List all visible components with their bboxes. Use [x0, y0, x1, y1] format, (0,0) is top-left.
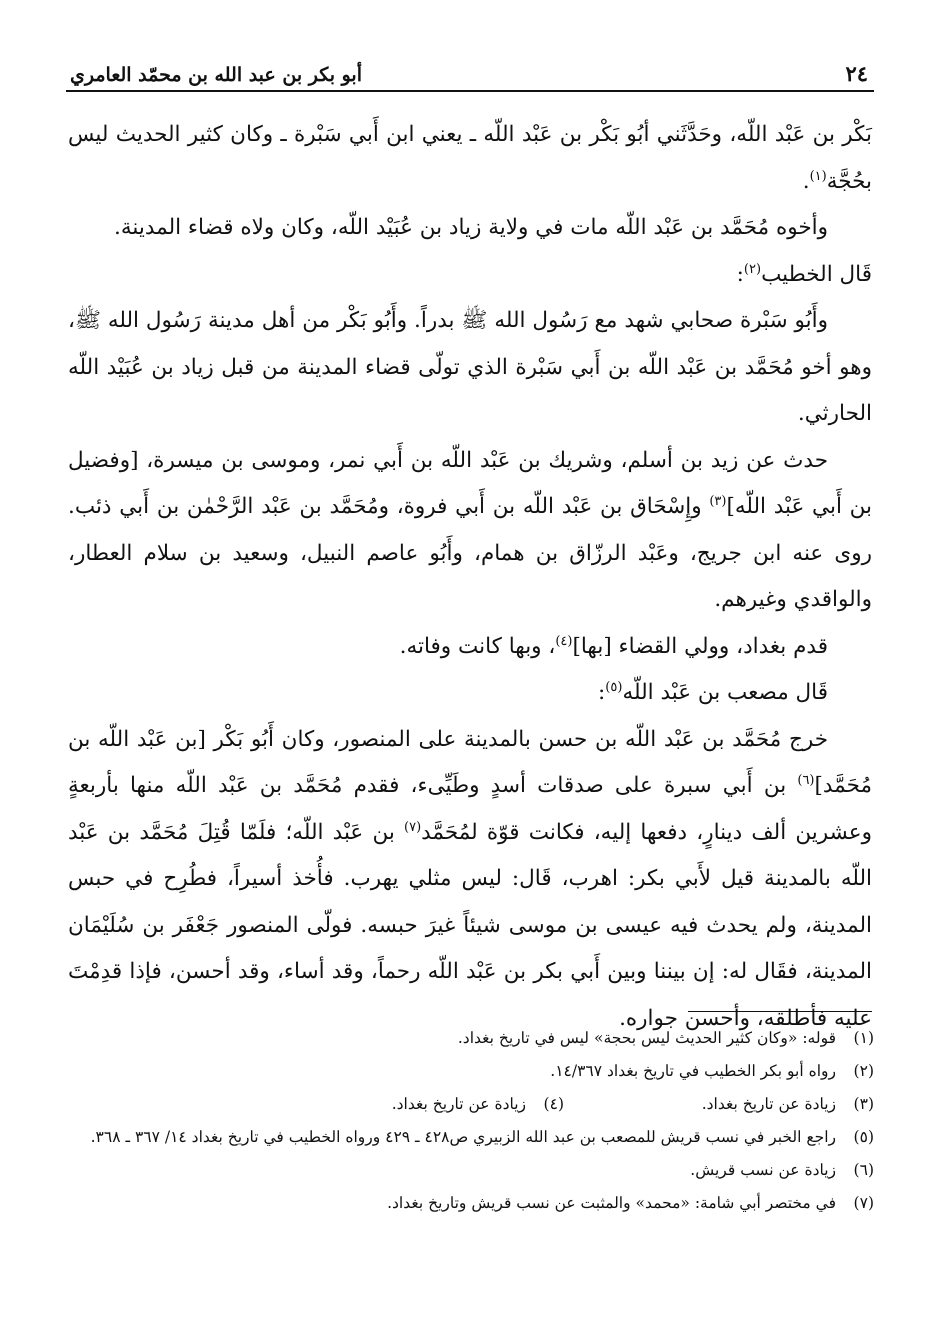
- paragraph-text: خرج مُحَمَّد بن عَبْد اللّه بن حسن بالمدينة على المنصور، وكان أَبُو بَكْر [بن عَبْد اللّه بن مُحَمَّد]: [68, 726, 872, 798]
- paragraph-1: [68, 112, 872, 205]
- paragraph-text: حدث عن زيد بن أسلم، وشريك بن عَبْد اللّه بن أَبي نمر، وموسى بن ميسرة، [وفضيل بن أَبي عَبْد اللّه]: [68, 447, 873, 519]
- footnote-ref: (٥): [605, 679, 623, 695]
- paragraph-text: قَال الخطيب: [761, 261, 872, 287]
- footnote-ref: (٣): [709, 493, 727, 509]
- footnote-ref: (٦): [797, 772, 815, 788]
- footnote-ref: (٧): [404, 819, 422, 835]
- footnote-ref: (٢): [743, 261, 762, 277]
- footnote-5: [66, 1121, 874, 1154]
- footnote-number: (٧): [853, 1194, 874, 1212]
- paragraph-text: بن عَبْد اللّه؛ فلَمّا قُتِلَ مُحَمَّد بن عَبْد اللّه بالمدينة قيل لأَبي بكر: اهرب، قَال: ليس مثلي يهرب. فأُخذ أسيراً، فطُرِح في حبس المدينة، ولم يحدث فيه عيسى بن موسى شيئاً غيرَ حبسه. فولّى المنصور جَعْفَر بن سُلَيْمَان المدينة، فقَال له: إن بيننا وبين أَبي بكر بن عَبْد اللّه رحماً، وقد أساء، وقد أحسن، فإذا قدِمْتَ عليه فأطلقه، وأحسن جواره.: [68, 819, 872, 1031]
- paragraph-text: قَال مصعب بن عَبْد اللّه: [622, 680, 828, 705]
- footnote-row-3-4: [66, 1088, 874, 1121]
- paragraph-7: [68, 670, 872, 717]
- paragraph-text: ، وبها كانت وفاته.: [399, 633, 556, 659]
- header-rule: [66, 90, 874, 92]
- footnote-3: [564, 1088, 874, 1121]
- footnote-ref: (١): [809, 168, 827, 184]
- paragraph-5: [68, 438, 872, 624]
- footnote-7: [66, 1187, 874, 1220]
- footnote-4: [392, 1088, 564, 1121]
- footnote-text: رواه أبو بكر الخطيب في تاريخ بغداد ١٤/٣٦٧.: [550, 1062, 836, 1080]
- paragraph-8: [68, 717, 872, 1043]
- paragraph-6: [68, 624, 872, 671]
- footnote-text: زيادة عن نسب قريش.: [690, 1161, 836, 1179]
- footnote-1: [66, 1022, 874, 1055]
- paragraph-2: وأخوه مُحَمَّد بن عَبْد اللّه مات في ولاية زياد بن عُبَيْد اللّه، وكان ولاه قضاء المدينة.: [114, 215, 828, 240]
- footnote-6: [66, 1154, 874, 1187]
- main-text: [68, 112, 872, 1042]
- page-header: [70, 44, 868, 86]
- footnote-text: زيادة عن تاريخ بغداد.: [701, 1095, 836, 1113]
- paragraph-text: :: [598, 680, 606, 705]
- footnote-ref: (٤): [555, 633, 573, 649]
- footnote-number: (١): [853, 1029, 874, 1047]
- footnote-text: راجع الخبر في نسب قريش للمصعب بن عبد الله الزبيري ص٤٢٨ ـ ٤٢٩ ورواه الخطيب في تاريخ بغداد ١٤/ ٣٦٧ ـ ٣٦٨.: [90, 1128, 836, 1146]
- footnote-text: قوله: «وكان كثير الحديث ليس بحجة» ليس في تاريخ بغداد.: [457, 1029, 836, 1047]
- paragraph-4: وأَبُو سَبْرة صحابي شهد مع رَسُول الله ﷺ بدراً. وأَبُو بَكْر من أهل مدينة رَسُول الله ﷺ، وهو أخو مُحَمَّد بن عَبْد اللّه بن أَبي سَبْرة الذي تولّى قضاء المدينة من قبل زياد بن عُبَيْد اللّه الحارثي.: [68, 308, 872, 426]
- page-number: ٢٤: [845, 61, 868, 86]
- footnote-number: (٦): [853, 1161, 874, 1179]
- footnote-number: (٢): [853, 1062, 874, 1080]
- paragraph-text: قدم بغداد، وولي القضاء [بها]: [572, 633, 828, 659]
- paragraph-text: بن أَبي سبرة على صدقات أسدٍ وطَيِّىء، فقدم مُحَمَّد بن عَبْد اللّه منها بأربعةٍ وعشرين ألف دينارٍ، دفعها إليه، فكانت قوّة لمُحَمَّد: [68, 773, 872, 845]
- paragraph-3: [68, 252, 872, 299]
- footnote-text: زيادة عن تاريخ بغداد.: [391, 1095, 526, 1113]
- paragraph-text: .: [802, 168, 810, 194]
- paragraph-text: :: [736, 261, 744, 287]
- footnote-number: (٣): [853, 1095, 874, 1113]
- footnote-text: في مختصر أبي شامة: «محمد» والمثبت عن نسب قريش وتاريخ بغداد.: [387, 1194, 836, 1212]
- footnote-number: (٥): [853, 1128, 874, 1146]
- footnote-2: [66, 1055, 874, 1088]
- footnotes: [66, 1022, 874, 1220]
- running-title: أبو بكر بن عبد الله بن محمّد العامري: [70, 64, 362, 86]
- paragraph-text: وإِسْحَاق بن عَبْد اللّه بن أَبي فروة، ومُحَمَّد بن عَبْد الرَّحْمٰن بن أَبي ذئب. روى عنه ابن جريج، وعَبْد الرزّاق بن همام، وأَبُو عاصم النبيل، وسعيد بن سلام العطار، والواقدي وغيرهم.: [68, 494, 872, 612]
- footnote-separator: [688, 1011, 872, 1012]
- paragraph-text: بَكْر بن عَبْد اللّه، وحَدَّثَني أبُو بَكْر بن عَبْد اللّه ـ يعني ابن أَبي سَبْرة ـ وكان كثير الحديث ليس بحُجَّة: [68, 122, 872, 194]
- footnote-number: (٤): [543, 1095, 564, 1113]
